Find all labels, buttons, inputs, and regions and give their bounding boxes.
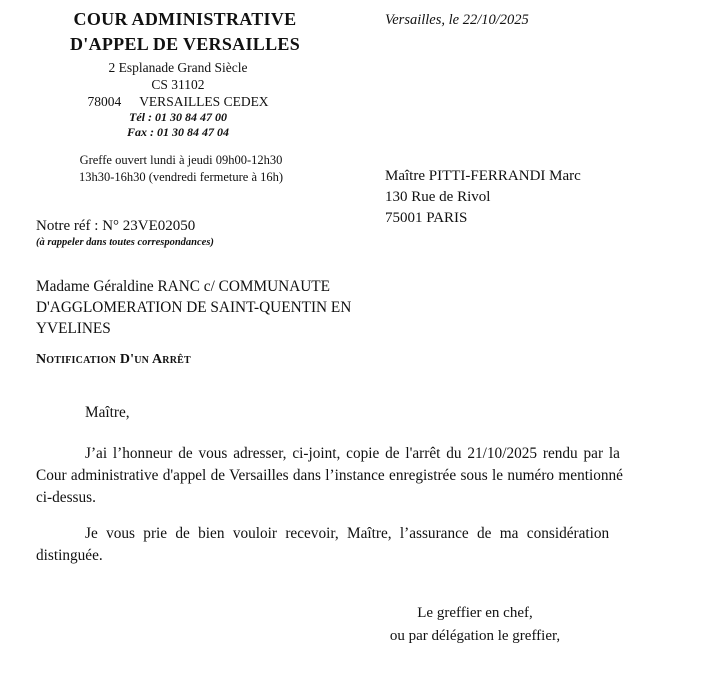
recipient-name: Maître PITTI-FERRANDI Marc bbox=[385, 168, 581, 184]
body-line: Je vous prie de bien vouloir recevoir, Maître, l’assurance de ma considération bbox=[85, 525, 610, 542]
recipient-street: 130 Rue de Rivol bbox=[385, 189, 491, 205]
letter-date: Versailles, le 22/10/2025 bbox=[385, 12, 529, 28]
address-city-line bbox=[0, 93, 356, 110]
court-name-line1: COUR ADMINISTRATIVE bbox=[73, 9, 297, 29]
signature-block bbox=[310, 602, 640, 647]
postal-code: 78004 bbox=[87, 94, 122, 109]
court-phone-fax bbox=[0, 110, 356, 139]
subject-heading: Notification D'un Arrêt bbox=[36, 352, 191, 367]
address-cs-box: CS 31102 bbox=[151, 77, 205, 92]
case-parties-line: D'AGGLOMERATION DE SAINT-QUENTIN EN bbox=[36, 299, 352, 316]
fax-line: Fax : 01 30 84 47 04 bbox=[127, 124, 229, 139]
signature-title: Le greffier en chef, bbox=[417, 605, 533, 621]
court-name-line2: D'APPEL DE VERSAILLES bbox=[69, 34, 301, 54]
case-parties-line: Madame Géraldine RANC c/ COMMUNAUTE bbox=[36, 278, 330, 295]
body-line: J’ai l’honneur de vous adresser, ci-joint, copie de l'arrêt du 21/10/2025 rendu par la bbox=[85, 445, 620, 462]
city: VERSAILLES CEDEX bbox=[139, 94, 269, 109]
salutation: Maître, bbox=[85, 404, 130, 421]
reference-block bbox=[36, 216, 214, 250]
court-name bbox=[0, 7, 370, 57]
body-line: Cour administrative d'appel de Versailles dans l’instance enregistrée sous le numéro mentionné bbox=[36, 467, 623, 484]
address-street: 2 Esplanade Grand Siècle bbox=[108, 60, 248, 75]
case-parties-line: YVELINES bbox=[36, 320, 111, 337]
recipient-address bbox=[385, 166, 581, 229]
case-parties bbox=[36, 276, 351, 339]
office-hours bbox=[0, 152, 362, 185]
recipient-city: 75001 PARIS bbox=[385, 210, 468, 226]
body-line: distinguée. bbox=[36, 547, 103, 564]
phone-line: Tél : 01 30 84 47 00 bbox=[129, 110, 227, 124]
body-paragraph-1 bbox=[36, 443, 686, 509]
office-hours-line2: 13h30-16h30 (vendredi fermeture à 16h) bbox=[78, 169, 284, 184]
reference-number: Notre réf : N° 23VE02050 bbox=[36, 218, 196, 234]
body-line: ci-dessus. bbox=[36, 489, 96, 506]
body-paragraph-2 bbox=[36, 523, 686, 567]
signature-delegation: ou par délégation le greffier, bbox=[389, 627, 561, 644]
office-hours-line1: Greffe ouvert lundi à jeudi 09h00-12h30 bbox=[79, 153, 283, 167]
reference-note: (à rappeler dans toutes correspondances) bbox=[36, 237, 214, 248]
court-address bbox=[0, 59, 356, 110]
